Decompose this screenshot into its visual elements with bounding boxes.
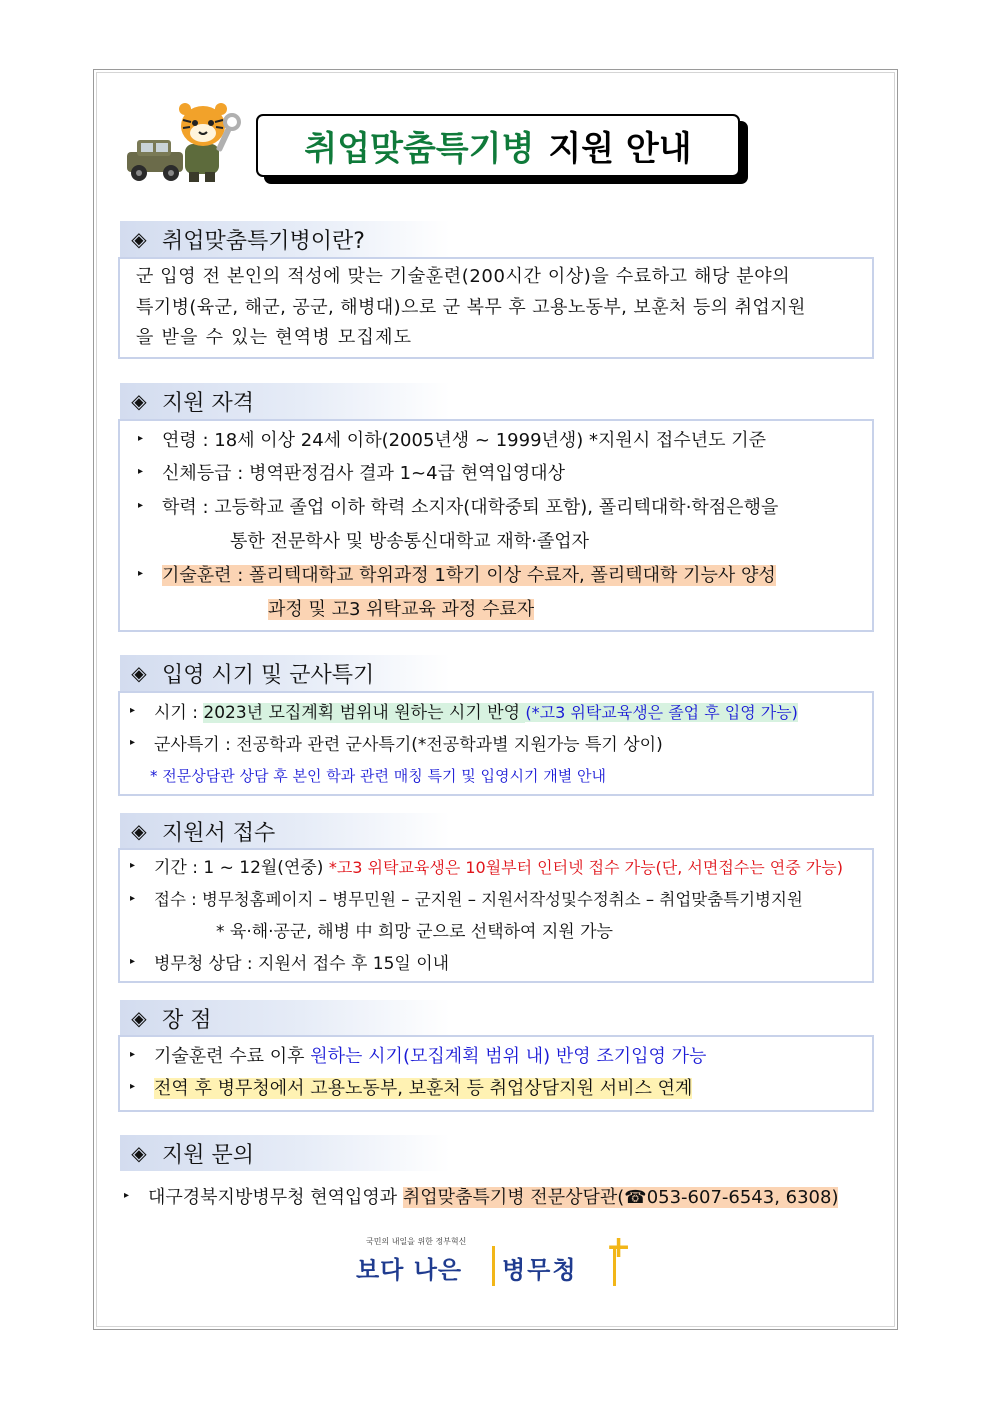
bullet-icon: ▸ <box>138 568 144 579</box>
section-heading-label: 지원 문의 <box>162 1142 255 1168</box>
section-heading-advantages <box>120 1000 450 1036</box>
section-heading-label: 입영 시기 및 군사특기 <box>162 662 375 688</box>
note-text: * 육·해·공군, 해병 中 희망 군으로 선택하여 지원 가능 <box>216 922 613 942</box>
text-line: 과정 및 고3 위탁교육 과정 수료자 <box>268 599 535 620</box>
list-item: ▸ 접수 : 병무청홈페이지 – 병무민원 – 군지원 – 지원서작성및수정취소 – 취업맞춤특기병지원 <box>130 888 803 913</box>
bullet-icon: ▸ <box>130 956 136 967</box>
section-box-advantages <box>118 1035 874 1112</box>
section-heading-qualification <box>120 383 450 419</box>
list-item: ▸ 신체등급 : 병역판정검사 결과 1~4급 현역입영대상 <box>138 462 565 486</box>
section-heading-label: 지원 자격 <box>162 390 255 416</box>
diamond-icon: ◈ <box>131 661 147 685</box>
mma-logo <box>352 1230 642 1292</box>
section-heading-label: 장 점 <box>162 1007 212 1033</box>
logo-text-b: 병무청 <box>502 1256 578 1284</box>
list-item: ▸ 기간 : 1 ~ 12월(연중) *고3 위탁교육생은 10월부터 인터넷 접수 가능(단, 서면접수는 연중 가능) <box>130 856 843 880</box>
contact-line: ▸ 대구경북지방병무청 현역입영과 취업맞춤특기병 전문상담관(☎053-607-6543, 6308) <box>124 1186 838 1210</box>
list-item: ▸ 학력 : 고등학교 졸업 이하 학력 소지자(대학중퇴 포함), 폴리텍대학·학점은행을 <box>138 496 778 520</box>
bullet-icon: ▸ <box>138 466 144 477</box>
diamond-icon: ◈ <box>131 227 147 251</box>
diamond-icon: ◈ <box>131 1006 147 1030</box>
list-item: ▸ 병무청 상담 : 지원서 접수 후 15일 이내 <box>130 952 449 976</box>
list-item: ▸ 기술훈련 수료 이후 원하는 시기(모집계획 범위 내) 반영 조기입영 가능 <box>130 1045 706 1069</box>
section-box-what <box>118 257 874 359</box>
list-item: ▸ 군사특기 : 전공학과 관련 군사특기(*전공학과별 지원가능 특기 상이) <box>130 733 663 757</box>
section-heading-label: 지원서 접수 <box>162 820 276 846</box>
diamond-icon: ◈ <box>131 1141 147 1165</box>
section-heading-inquiry <box>120 1135 450 1171</box>
list-item: ▸ 연령 : 18세 이상 24세 이하(2005년생 ~ 1999년생) *지원시 접수년도 기준 <box>138 429 766 453</box>
title-black-text: 지원 안내 <box>548 129 692 169</box>
text-line: 을 받을 수 있는 현역병 모집제도 <box>136 327 413 348</box>
section-box-qualification <box>118 419 874 632</box>
note-text: * 전문상담관 상담 후 본인 학과 관련 매칭 특기 및 입영시기 개별 안내 <box>150 767 606 785</box>
section-box-application <box>118 848 874 983</box>
text-line: 특기병(육군, 해군, 공군, 해병대)으로 군 복무 후 고용노동부, 보훈처 등의 취업지원 <box>136 297 806 318</box>
diamond-icon: ◈ <box>131 819 147 843</box>
bullet-icon: ▸ <box>130 1049 136 1060</box>
tiger-mascot-icon <box>123 100 245 185</box>
logo-tagline: 국민의 내일을 위한 정부혁신 <box>366 1237 467 1246</box>
diamond-icon: ◈ <box>131 389 147 413</box>
bullet-icon: ▸ <box>130 860 136 871</box>
list-item: ▸ 시기 : 2023년 모집계획 범위내 원하는 시기 반영 (*고3 위탁교육생은 졸업 후 입영 가능) <box>130 701 798 725</box>
bullet-icon: ▸ <box>130 1081 136 1092</box>
list-item: ▸ 전역 후 병무청에서 고용노동부, 보훈처 등 취업상담지원 서비스 연계 <box>130 1077 692 1101</box>
text-line: 군 입영 전 본인의 적성에 맞는 기술훈련(200시간 이상)을 수료하고 해당 분야의 <box>136 266 791 287</box>
title-green-text: 취업맞춤특기병 <box>304 129 535 169</box>
list-item: ▸ 기술훈련 : 폴리텍대학교 학위과정 1학기 이상 수료자, 폴리텍대학 기능사 양성 <box>138 564 776 588</box>
bullet-icon: ▸ <box>130 737 136 748</box>
section-heading-enlistment <box>120 655 450 691</box>
text-line: 통한 전문학사 및 방송통신대학교 재학·졸업자 <box>230 531 589 552</box>
section-heading-label: 취업맞춤특기병이란? <box>162 228 365 254</box>
bullet-icon: ▸ <box>130 892 136 904</box>
section-heading-what <box>120 221 450 257</box>
logo-text-a: 보다 나은 <box>356 1256 463 1284</box>
page-title <box>256 114 740 177</box>
section-heading-application <box>120 813 450 849</box>
section-box-enlistment <box>118 691 874 796</box>
bullet-icon: ▸ <box>138 500 144 511</box>
bullet-icon: ▸ <box>124 1190 130 1201</box>
bullet-icon: ▸ <box>138 433 144 444</box>
plus-icon: + <box>606 1230 632 1265</box>
bullet-icon: ▸ <box>130 705 136 716</box>
